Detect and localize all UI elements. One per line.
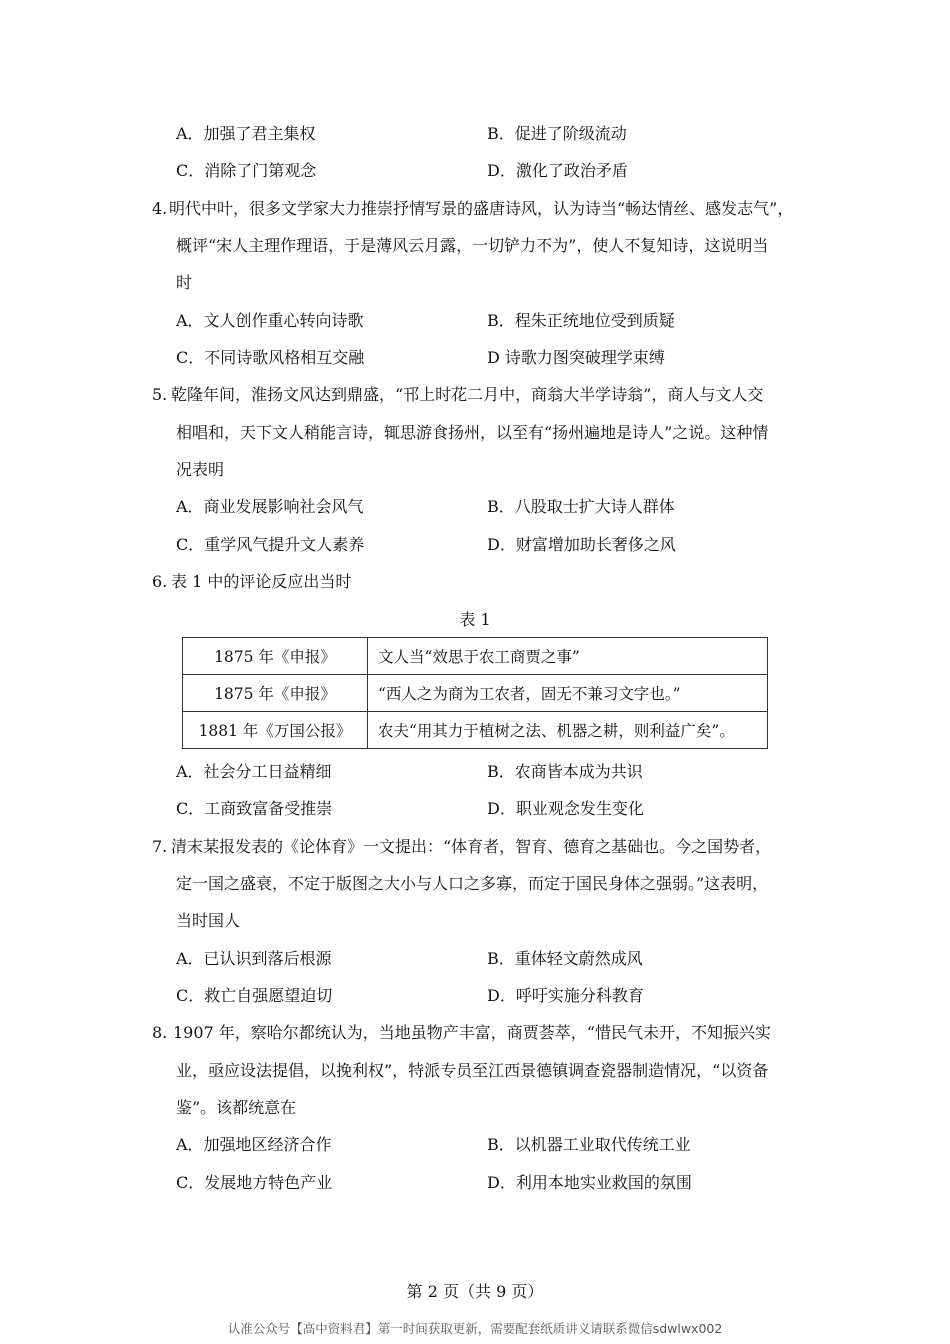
q7-number: 7. — [152, 837, 168, 856]
table-1 — [182, 637, 768, 749]
q8-text-line-2: 业，亟应设法提倡，以挽利权”，特派专员至江西景德镇调查瓷器制造情况，“以资备 — [176, 1061, 769, 1080]
page-footer: 第 2 页（共 9 页） — [406, 1282, 544, 1301]
q7-text-line-2: 定一国之盛衰，不定于版图之大小与人口之多寡，而定于国民身体之强弱。”这表明， — [176, 874, 769, 893]
q4-option-c: C．不同诗歌风格相互交融 — [176, 348, 365, 367]
q8-option-d: D．利用本地实业救国的氛围 — [487, 1173, 692, 1192]
q5-option-c: C．重学风气提升文人素养 — [176, 535, 365, 554]
table-row — [183, 712, 768, 749]
q7-option-c: C．救亡自强愿望迫切 — [176, 986, 333, 1005]
q4-number: 4. — [152, 199, 168, 218]
q7-option-a: A．已认识到落后根源 — [176, 949, 332, 968]
q6-number: 6. — [152, 572, 168, 591]
q3-option-c: C．消除了门第观念 — [176, 161, 317, 180]
q3-option-a: A．加强了君主集权 — [176, 124, 316, 143]
q7-option-b: B．重体轻文蔚然成风 — [487, 949, 643, 968]
q7-option-d: D．呼吁实施分科教育 — [487, 986, 644, 1005]
q8-text-line-3: 鉴”。该都统意在 — [176, 1098, 297, 1117]
q8-text-line-1: 1907 年，察哈尔都统认为，当地虽物产丰富，商贾荟萃，“惜民气未开，不知振兴实 — [173, 1023, 771, 1042]
watermark-text: 认准公众号【高中资料君】第一时间获取更新，需要配套纸质讲义请联系微信sdwlwx002 — [227, 1321, 723, 1336]
table-cell-quote: “西人之为商为工农者，固无不兼习文字也。” — [368, 675, 768, 712]
q5-option-d: D．财富增加助长奢侈之风 — [487, 535, 676, 554]
q5-number: 5. — [152, 385, 168, 404]
q5-text-line-2: 相唱和，天下文人稍能言诗，辄思游食扬州，以至有“扬州遍地是诗人”之说。这种情 — [176, 423, 769, 442]
q3-option-d: D．激化了政治矛盾 — [487, 161, 628, 180]
q6-text-line-1: 表 1 中的评论反应出当时 — [171, 572, 352, 591]
q4-text-line-3: 时 — [176, 273, 193, 292]
table-cell-source: 1881 年《万国公报》 — [183, 712, 368, 749]
table-cell-quote: 农夫“用其力于植树之法、机器之耕，则利益广矣”。 — [368, 712, 768, 749]
table-row — [183, 675, 768, 712]
q7-text-line-3: 当时国人 — [176, 911, 241, 930]
table-row — [183, 638, 768, 675]
q4-text-line-1: 明代中叶，很多文学家大力推崇抒情写景的盛唐诗风，认为诗当“畅达情丝、感发志气”， — [169, 199, 794, 218]
q8-number: 8. — [152, 1023, 168, 1042]
q6-option-c: C．工商致富备受推崇 — [176, 799, 333, 818]
table-cell-source: 1875 年《申报》 — [183, 675, 368, 712]
q3-option-b: B．促进了阶级流动 — [487, 124, 627, 143]
q5-text-line-1: 乾隆年间，淮扬文风达到鼎盛，“邗上时花二月中，商翁大半学诗翁”，商人与文人交 — [171, 385, 764, 404]
q5-option-a: A．商业发展影响社会风气 — [176, 497, 364, 516]
q4-option-a: A．文人创作重心转向诗歌 — [176, 311, 364, 330]
q8-option-b: B．以机器工业取代传统工业 — [487, 1135, 691, 1154]
q6-option-a: A．社会分工日益精细 — [176, 762, 332, 781]
q6-option-b: B．农商皆本成为共识 — [487, 762, 643, 781]
q8-option-a: A．加强地区经济合作 — [176, 1135, 332, 1154]
table-cell-quote: 文人当“效思于农工商贾之事” — [368, 638, 768, 675]
q6-option-d: D．职业观念发生变化 — [487, 799, 644, 818]
q5-option-b: B．八股取士扩大诗人群体 — [487, 497, 675, 516]
q7-text-line-1: 清末某报发表的《论体育》一文提出：“体育者，智育、德育之基础也。今之国势者， — [171, 837, 772, 856]
q5-text-line-3: 况表明 — [176, 460, 225, 479]
table-cell-source: 1875 年《申报》 — [183, 638, 368, 675]
q4-option-d: D 诗歌力图突破理学束缚 — [487, 348, 665, 367]
table-caption: 表 1 — [459, 610, 491, 629]
q4-text-line-2: 概评“宋人主理作理语，于是薄风云月露，一切铲力不为”，使人不复知诗，这说明当 — [176, 236, 769, 255]
q8-option-c: C．发展地方特色产业 — [176, 1173, 333, 1192]
q4-option-b: B．程朱正统地位受到质疑 — [487, 311, 675, 330]
